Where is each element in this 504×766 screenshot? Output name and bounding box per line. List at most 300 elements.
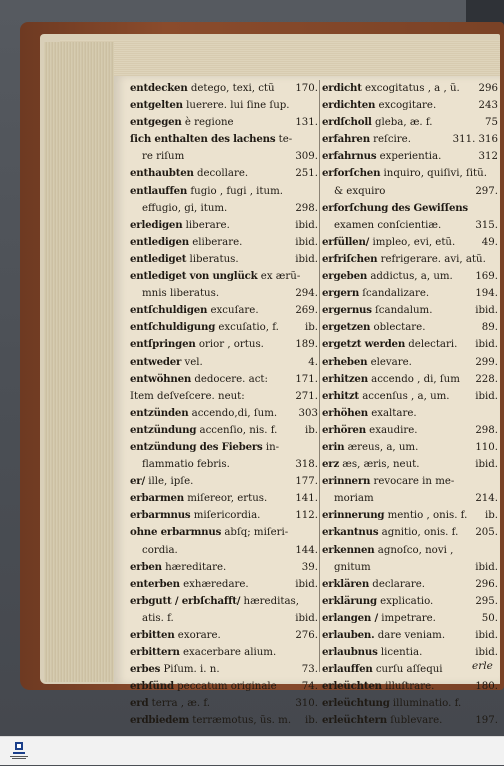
- german-headword: entlediget: [130, 252, 187, 265]
- entry-text: [130, 661, 220, 678]
- entry-text: [322, 507, 467, 524]
- latin-translation: excuſare.: [210, 305, 259, 317]
- dictionary-entry: [130, 97, 318, 114]
- page-reference: 309.: [295, 151, 318, 163]
- german-headword: erforſchung des Gewiſſens: [322, 201, 468, 214]
- dictionary-entry: [130, 576, 318, 593]
- dictionary-entry: [130, 422, 318, 439]
- entry-text: [322, 610, 436, 627]
- entry-text: [130, 80, 275, 97]
- entry-text: [322, 371, 460, 388]
- page-reference: 303: [298, 407, 318, 419]
- page-reference: 144.: [295, 544, 318, 556]
- entry-text: [322, 234, 455, 251]
- entry-text: [130, 576, 249, 593]
- latin-translation: illuſtrare.: [385, 681, 435, 693]
- latin-translation: illuminatio. f.: [392, 698, 462, 710]
- latin-translation: impleo, evi, etũ.: [372, 236, 456, 248]
- latin-translation: hæreditare.: [165, 561, 227, 573]
- latin-translation: addictus, a, um.: [370, 271, 453, 283]
- dictionary-entry: [130, 405, 318, 422]
- latin-translation: agnitio, onis. f.: [381, 527, 459, 539]
- latin-translation: te-: [278, 134, 293, 146]
- german-headword: erbittern: [130, 646, 180, 659]
- dictionary-entry: [130, 371, 318, 388]
- page-reference: 243: [478, 100, 498, 112]
- german-headword: erhöhen: [322, 406, 368, 419]
- latin-translation: mentio , onis. f.: [387, 510, 468, 522]
- latin-translation: experientia.: [379, 151, 442, 163]
- page-reference: [315, 524, 318, 541]
- german-headword: erlauben.: [322, 629, 375, 641]
- german-headword: enthaubten: [130, 167, 194, 180]
- german-headword: ergetzen: [322, 321, 371, 334]
- entry-text: [142, 200, 227, 217]
- german-headword: entdecken: [130, 82, 188, 94]
- entry-text: [322, 405, 417, 422]
- dictionary-entry: [322, 80, 498, 97]
- library-logo-icon[interactable]: [4, 740, 34, 762]
- entry-text: [322, 422, 418, 439]
- dictionary-entry: [322, 251, 498, 268]
- dictionary-entry: [322, 336, 498, 353]
- german-headword: erkantnus: [322, 526, 379, 539]
- page-reference: 298.: [475, 424, 498, 436]
- latin-translation: detego, texi, ctũ: [190, 83, 275, 94]
- german-headword: erklären: [322, 577, 370, 590]
- entry-text: [130, 319, 279, 336]
- dictionary-entry: [130, 507, 318, 524]
- entry-text: [322, 644, 422, 661]
- dictionary-entry: [322, 200, 498, 217]
- german-headword: erkennen: [322, 543, 375, 556]
- dictionary-entry: [322, 371, 498, 388]
- viewer-footer: [0, 736, 504, 765]
- page-reference: 141.: [295, 493, 318, 505]
- latin-translation: curſu aſſequi: [375, 664, 443, 676]
- page-reference: 75: [485, 117, 498, 129]
- latin-translation: dare veniam.: [377, 630, 446, 641]
- german-headword: erheben: [322, 355, 368, 368]
- dictionary-entry: [130, 678, 318, 695]
- german-headword: entzündung des Fiebers: [130, 440, 263, 453]
- page-reference: ibid.: [475, 459, 498, 471]
- dictionary-entry: [322, 217, 498, 234]
- entry-text: [322, 627, 445, 644]
- dictionary-entry: [322, 524, 498, 541]
- dictionary-entry: [130, 165, 318, 182]
- entry-text: [130, 131, 292, 148]
- page-reference: 295.: [475, 595, 498, 607]
- german-headword: erklärung: [322, 594, 377, 607]
- latin-translation: terra , æ. f.: [151, 698, 210, 710]
- latin-translation: excuſatio, f.: [218, 322, 279, 334]
- latin-translation: ſcandalizare.: [362, 288, 430, 300]
- entry-text: [322, 678, 434, 695]
- page-reference: 4.: [308, 356, 318, 368]
- page-reference: 170.: [295, 83, 318, 94]
- dictionary-entry: [130, 336, 318, 353]
- latin-translation: ſcandalum.: [375, 305, 433, 317]
- latin-translation: Piſum. i. n.: [163, 664, 220, 676]
- german-headword: entgelten: [130, 99, 183, 112]
- entry-text: [130, 336, 264, 353]
- german-headword: er/: [130, 475, 145, 488]
- german-headword: enterben: [130, 577, 180, 590]
- entry-text: [322, 661, 443, 678]
- dictionary-entry: [130, 131, 318, 148]
- dictionary-entry: [130, 542, 318, 559]
- entry-text: [130, 114, 234, 131]
- entry-text: [130, 695, 210, 712]
- entry-text: [322, 114, 433, 131]
- dictionary-entry: [322, 234, 498, 251]
- latin-translation: cordia.: [142, 544, 178, 556]
- dictionary-entry: [322, 268, 498, 285]
- dictionary-entry: [130, 148, 318, 165]
- dictionary-entry: [322, 644, 498, 661]
- latin-translation: miſereor, ertus.: [187, 493, 268, 505]
- latin-translation: revocare in me-: [373, 476, 455, 488]
- entry-text: [130, 507, 260, 524]
- german-headword: erdichten: [322, 99, 376, 112]
- dictionary-entry: [322, 388, 498, 405]
- page-reference: 73.: [301, 664, 318, 676]
- page-reference: ibid.: [475, 390, 498, 402]
- page-reference: ibid.: [475, 561, 498, 573]
- german-headword: entſchuldigen: [130, 304, 208, 317]
- german-headword: entgegen: [130, 116, 182, 129]
- entry-text: [130, 644, 276, 661]
- entry-text: [142, 456, 230, 473]
- german-headword: erfahren: [322, 133, 370, 146]
- page-reference: 299.: [475, 356, 498, 368]
- dictionary-entry: [322, 439, 498, 456]
- dictionary-entry: [130, 302, 318, 319]
- entry-text: [322, 302, 432, 319]
- dictionary-entry: [130, 439, 318, 456]
- entry-text: [322, 593, 433, 610]
- page-reference: 110.: [475, 441, 498, 453]
- german-headword: erhören: [322, 423, 366, 436]
- page-reference: 89.: [481, 322, 498, 334]
- german-headword: ohne erbarmnus: [130, 526, 222, 539]
- latin-translation: moriam: [334, 493, 374, 505]
- page-reference: 197.: [475, 715, 498, 727]
- german-headword: erlauffen: [322, 663, 373, 676]
- entry-text: [130, 234, 242, 251]
- page-reference: 194.: [475, 288, 498, 300]
- entry-text: [130, 371, 268, 388]
- page-reference: ib.: [484, 510, 498, 522]
- latin-translation: luerere. lui ſine ſup.: [186, 100, 290, 112]
- latin-translation: miſericordia.: [193, 510, 261, 522]
- dictionary-entry: [322, 695, 498, 712]
- page-reference: [315, 97, 318, 114]
- latin-translation: ex ærũ-: [260, 271, 301, 283]
- dictionary-entry: [322, 627, 498, 644]
- dictionary-entry: [322, 165, 498, 182]
- dictionary-entry: [130, 712, 318, 729]
- german-headword: erd: [130, 697, 149, 710]
- german-headword: entwöhnen: [130, 372, 192, 385]
- page-reference: 39.: [301, 561, 318, 573]
- catchword: erle: [472, 660, 493, 672]
- page-reference: ibid.: [295, 612, 318, 624]
- entry-text: [130, 473, 193, 490]
- entry-text: [130, 712, 291, 729]
- page-reference: 297.: [475, 185, 498, 197]
- page-reference: [495, 695, 498, 712]
- latin-translation: inquiro, quiſivi, ſitũ.: [383, 168, 487, 180]
- latin-translation: excogitatus , a , ũ.: [365, 83, 460, 94]
- dictionary-entry: [130, 183, 318, 200]
- german-headword: erbes: [130, 663, 161, 676]
- german-headword: erhitzen: [322, 372, 368, 385]
- page-reference: ibid.: [475, 305, 498, 317]
- page-reference: ibid.: [295, 219, 318, 231]
- latin-translation: liberatus.: [189, 253, 239, 265]
- dictionary-entry: [130, 354, 318, 371]
- entry-text: [130, 593, 299, 610]
- dictionary-entry: [322, 507, 498, 524]
- entry-text: [130, 165, 248, 182]
- page-reference: 311. 316: [452, 134, 498, 146]
- dictionary-entry: [130, 80, 318, 97]
- page-reference: 214.: [475, 493, 498, 505]
- right-column: [322, 80, 498, 730]
- page-reference: 169.: [475, 271, 498, 283]
- entry-text: [322, 695, 461, 712]
- german-headword: entzünden: [130, 406, 189, 419]
- latin-translation: effugio, gi, itum.: [142, 202, 228, 214]
- latin-translation: dedocere. act:: [194, 373, 268, 385]
- german-headword: ergern: [322, 287, 360, 300]
- dictionary-entry: [322, 183, 498, 200]
- page-reference: 269.: [295, 305, 318, 317]
- german-headword: erforſchen: [322, 167, 381, 180]
- german-headword: ergernus: [322, 304, 372, 317]
- latin-translation: re riſum: [142, 151, 185, 163]
- page-reference: ibid.: [295, 236, 318, 248]
- entry-text: [130, 678, 277, 695]
- dictionary-entry: [322, 97, 498, 114]
- entry-text: [322, 148, 441, 165]
- dictionary-entry: [130, 114, 318, 131]
- entry-text: [322, 251, 486, 268]
- entry-text: [322, 131, 411, 148]
- page-reference: 171.: [295, 373, 318, 385]
- german-headword: erleüchten: [322, 680, 382, 693]
- entry-text: [322, 439, 418, 456]
- entry-text: [322, 542, 453, 559]
- entry-text: [322, 524, 458, 541]
- entry-text: [130, 354, 203, 371]
- dictionary-entry: [130, 200, 318, 217]
- dictionary-entry: [322, 114, 498, 131]
- german-headword: entlauffen: [130, 184, 188, 197]
- entry-text: [130, 422, 277, 439]
- entry-text: [130, 559, 226, 576]
- entry-text: [130, 439, 279, 456]
- page-reference: [495, 165, 498, 182]
- german-headword: erdbiedem: [130, 714, 190, 727]
- page-reference: 74.: [301, 681, 318, 693]
- german-headword: erhitzt: [322, 389, 359, 402]
- dictionary-entry: [322, 473, 498, 490]
- page-reference: [495, 200, 498, 217]
- entry-text: [334, 183, 385, 200]
- dictionary-entry: [322, 593, 498, 610]
- latin-translation: refrigerare. avi, atũ.: [380, 253, 486, 265]
- page-reference: ib.: [304, 322, 318, 334]
- german-headword: entledigen: [130, 235, 189, 248]
- latin-translation: licentia.: [380, 647, 423, 659]
- dictionary-entry: [130, 559, 318, 576]
- column-divider: [319, 80, 320, 672]
- page-reference: 49.: [481, 236, 498, 248]
- dictionary-entry: [130, 610, 318, 627]
- latin-translation: explicatio.: [380, 595, 434, 607]
- dictionary-entry: [130, 251, 318, 268]
- page-reference: ibid.: [475, 647, 498, 659]
- latin-translation: è regione: [184, 117, 234, 129]
- german-headword: erz: [322, 458, 340, 471]
- entry-text: [322, 268, 453, 285]
- entry-text: [322, 456, 419, 473]
- latin-translation: vel.: [184, 356, 203, 368]
- latin-translation: mnis liberatus.: [142, 288, 220, 300]
- latin-translation: declarare.: [372, 578, 425, 590]
- entry-text: [322, 319, 425, 336]
- entry-text: [334, 490, 374, 507]
- dictionary-entry: [130, 473, 318, 490]
- entry-text: [130, 302, 259, 319]
- dictionary-entry: [130, 217, 318, 234]
- latin-translation: flammatio febris.: [142, 459, 230, 471]
- entry-text: [130, 405, 277, 422]
- entry-text: [142, 610, 174, 627]
- left-column: [130, 80, 318, 730]
- latin-translation: accenſio, nis. f.: [199, 424, 278, 436]
- page-edges-top: [60, 40, 500, 76]
- german-headword: entlediget von unglück: [130, 270, 258, 283]
- page-reference: 271.: [295, 390, 318, 402]
- entry-text: [334, 217, 441, 234]
- page-reference: 50.: [481, 612, 498, 624]
- dictionary-entry: [130, 593, 318, 610]
- page-reference: [315, 439, 318, 456]
- page-reference: ibid.: [295, 578, 318, 590]
- latin-translation: abſq; miſeri-: [224, 527, 289, 539]
- entry-text: [130, 268, 300, 285]
- latin-translation: accendo,di, ſum.: [191, 407, 278, 419]
- dictionary-entry: [322, 576, 498, 593]
- german-headword: erbarmen: [130, 492, 185, 505]
- page-reference: 228.: [475, 373, 498, 385]
- dictionary-entry: [130, 234, 318, 251]
- german-headword: erfüllen/: [322, 235, 370, 248]
- entry-text: [322, 388, 450, 405]
- dictionary-entry: [130, 456, 318, 473]
- german-headword: erbarmnus: [130, 509, 191, 522]
- dictionary-entry: [322, 148, 498, 165]
- german-headword: erleüchtung: [322, 697, 390, 710]
- latin-translation: atis. f.: [142, 612, 174, 624]
- entry-text: [130, 97, 290, 114]
- latin-translation: peccatum originale: [177, 681, 277, 693]
- page-reference: 205.: [475, 527, 498, 539]
- dictionary-entry: [322, 319, 498, 336]
- german-headword: erfahrnus: [322, 150, 377, 163]
- latin-translation: agnoſco, novi ,: [377, 544, 454, 556]
- latin-translation: exaltare.: [371, 407, 417, 419]
- page-reference: 112.: [295, 510, 318, 522]
- entry-text: [334, 559, 371, 576]
- latin-translation: in-: [265, 441, 280, 453]
- latin-translation: & exquiro: [334, 185, 386, 197]
- latin-translation: exaudire.: [369, 424, 418, 436]
- page-reference: ibid.: [475, 630, 498, 641]
- entry-text: [322, 165, 487, 182]
- latin-translation: exorare.: [177, 630, 221, 641]
- dictionary-entry: [322, 405, 498, 422]
- dictionary-entry: [322, 712, 498, 729]
- latin-translation: accenſus , a, um.: [362, 390, 450, 402]
- page-reference: 315.: [475, 219, 498, 231]
- page-reference: [495, 661, 498, 678]
- german-headword: erin: [322, 440, 345, 453]
- dictionary-entry: [322, 559, 498, 576]
- entry-text: [322, 336, 457, 353]
- entry-text: [142, 542, 178, 559]
- german-headword: erdicht: [322, 82, 362, 94]
- latin-translation: decollare.: [196, 168, 249, 180]
- page-reference: 318.: [295, 459, 318, 471]
- page-reference: [315, 183, 318, 200]
- dictionary-entry: [322, 542, 498, 559]
- page-reference: 312: [478, 151, 498, 163]
- entry-text: [130, 524, 288, 541]
- entry-text: [322, 712, 442, 729]
- page-reference: 180.: [475, 681, 498, 693]
- page-reference: 310.: [295, 698, 318, 710]
- dictionary-entry: [130, 695, 318, 712]
- page-reference: 189.: [295, 339, 318, 351]
- entry-text: [322, 354, 412, 371]
- entry-text: [322, 97, 436, 114]
- german-headword: erlangen /: [322, 611, 379, 624]
- entry-text: [322, 80, 460, 97]
- dictionary-entry: [130, 388, 318, 405]
- page-edges-side: [44, 42, 114, 682]
- latin-translation: exhæredare.: [183, 578, 249, 590]
- page-reference: 276.: [295, 630, 318, 641]
- page-reference: [315, 268, 318, 285]
- german-headword: erbgutt / erbſchafft/: [130, 594, 241, 607]
- dictionary-entry: [322, 456, 498, 473]
- dictionary-entry: [322, 678, 498, 695]
- page-reference: ib.: [304, 424, 318, 436]
- latin-translation: æreus, a, um.: [347, 441, 419, 453]
- page-reference: 294.: [295, 288, 318, 300]
- entry-text: [322, 473, 454, 490]
- page-reference: [495, 473, 498, 490]
- dictionary-entry: [130, 490, 318, 507]
- page-reference: [315, 593, 318, 610]
- latin-translation: reſcire.: [373, 134, 411, 146]
- dictionary-entry: [130, 285, 318, 302]
